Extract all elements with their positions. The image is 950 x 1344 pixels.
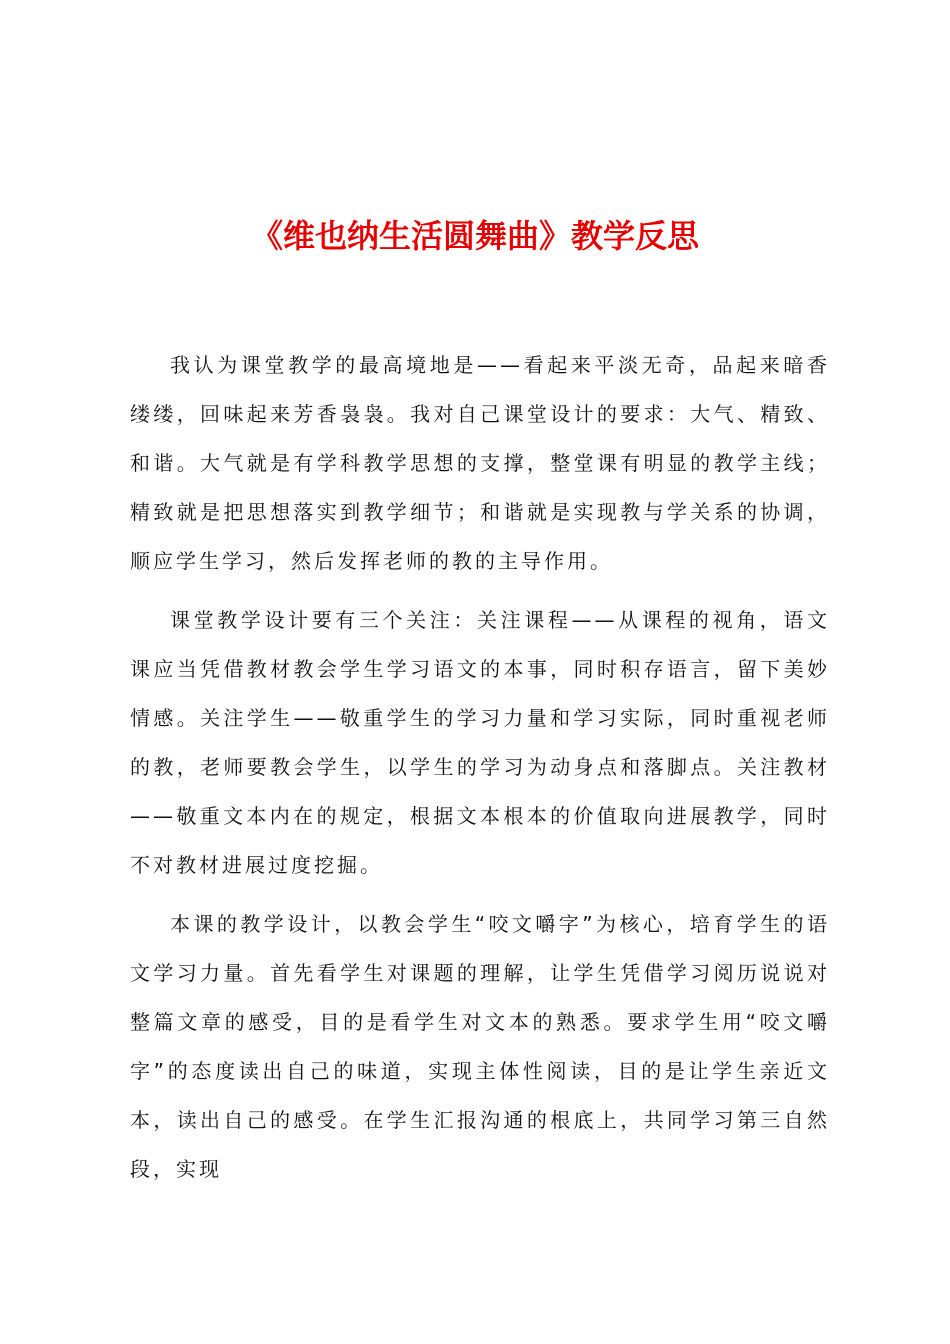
document-title: 《维也纳生活圆舞曲》教学反思 — [250, 217, 699, 255]
document-body — [130, 341, 830, 1204]
paragraph-3: 本课的教学设计，以教会学生“咬文嚼字”为核心，培育学生的语文学习力量。首先看学生对课题的理解，让学生凭借学习阅历说说对整篇文章的感受，目的是看学生对文本的熟悉。要求学生用“咬文嚼字”的态度读出自己的味道，实现主体性阅读，目的是让学生亲近文本，读出自己的感受。在学生汇报沟通的根底上，共同学习第三自然段，实现 — [130, 912, 830, 1181]
paragraph-1: 我认为课堂教学的最高境地是——看起来平淡无奇，品起来暗香缕缕，回味起来芳香袅袅。我对自己课堂设计的要求：大气、精致、和谐。大气就是有学科教学思想的支撑，整堂课有明显的教学主线；精致就是把思想落实到教学细节；和谐就是实现教与学关系的协调，顺应学生学习，然后发挥老师的教的主导作用。 — [130, 353, 830, 573]
paragraph-2: 课堂教学设计要有三个关注：关注课程——从课程的视角，语文课应当凭借教材教会学生学习语文的本事，同时积存语言，留下美妙情感。关注学生——敬重学生的学习力量和学习实际，同时重视老师的教，老师要教会学生，以学生的学习为动身点和落脚点。关注教材——敬重文本内在的规定，根据文本根本的价值取向进展教学，同时不对教材进展过度挖掘。 — [130, 608, 830, 877]
